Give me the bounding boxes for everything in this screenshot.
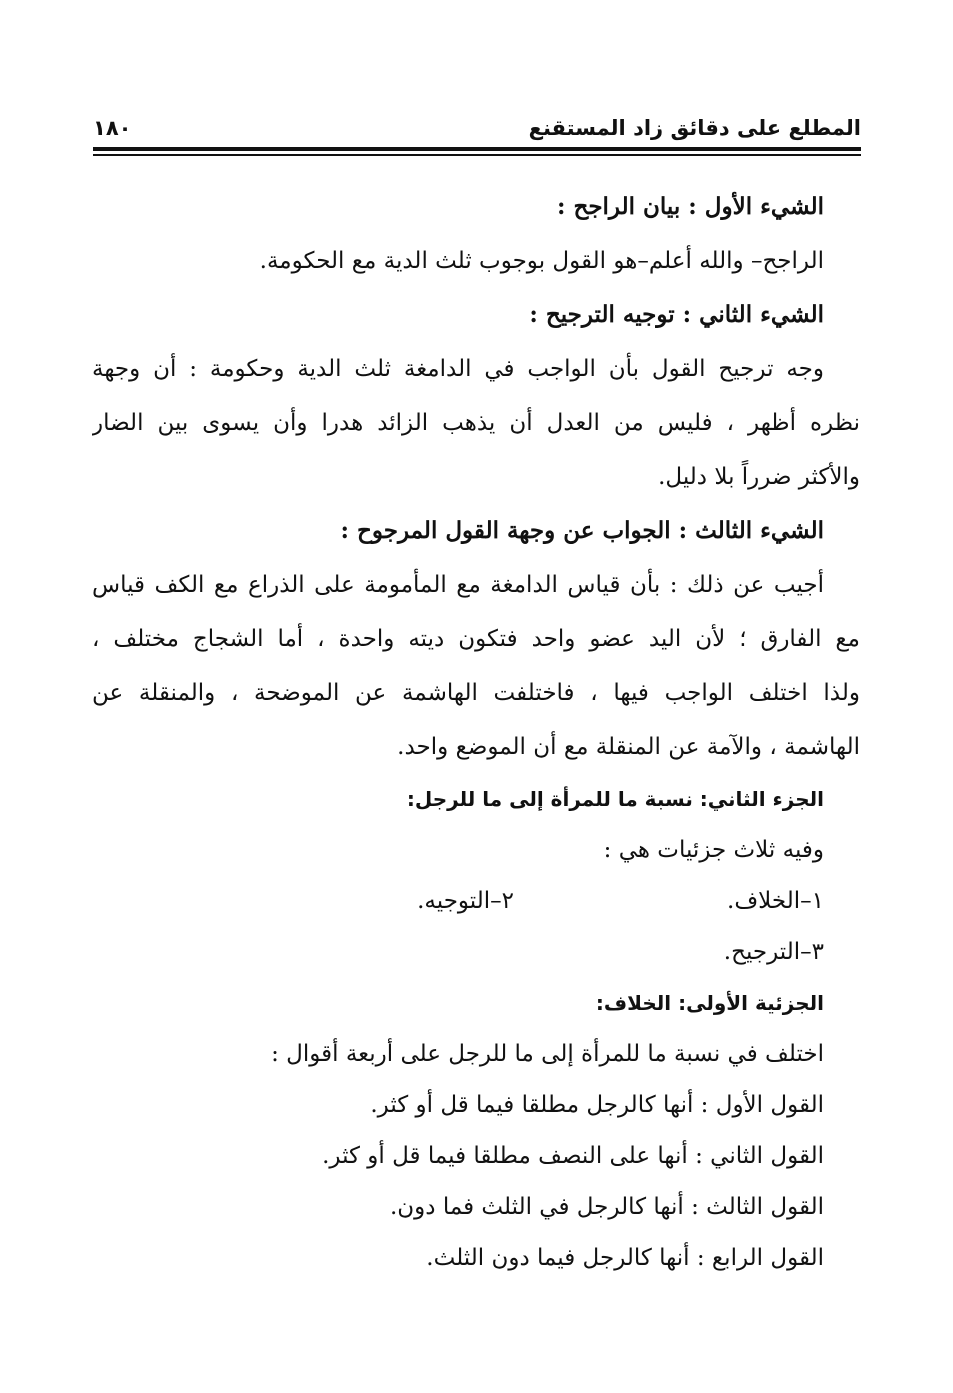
list-item-disagreement: ١–الخلاف.: [727, 888, 824, 914]
paragraph-justification-line-2: نظره أظهر ، فليس من العدل أن يذهب الزائد هدرا وأن يسوى بين الضار: [92, 410, 860, 436]
paragraph-justification-line-3: والأكثر ضرراً بلا دليل.: [658, 464, 860, 490]
heading-first-subpart: الجزئية الأولى: الخلاف:: [595, 991, 824, 1015]
paragraph-answer-line-1: أجيب عن ذلك : بأن قياس الدامغة مع المأمومة على الذراع مع الكف قياس: [92, 572, 824, 598]
paragraph-answer-line-2: مع الفارق ؛ لأن اليد عضو واحد فتكون ديته واحدة ، أما الشجاج مختلف ،: [92, 626, 860, 652]
heading-first-thing: الشيء الأول : بيان الراجح :: [556, 193, 824, 220]
running-title: المطلع على دقائق زاد المستقنع: [528, 116, 861, 140]
page-body: [92, 180, 860, 1284]
opinion-first: القول الأول : أنها كالرجل مطلقا فيما قل أو كثر.: [370, 1092, 824, 1118]
list-row-1: [92, 876, 860, 927]
heading-part-two: الجزء الثاني: نسبة ما للمرأة إلى ما للرجل:: [406, 787, 824, 811]
paragraph-answer-line-4: الهاشمة ، والآمة عن المنقلة مع أن الموضع واحد.: [397, 734, 860, 760]
paragraph-part-two-intro: وفيه ثلاث جزئيات هي :: [603, 837, 824, 863]
heading-second-thing: الشيء الثاني : توجيه الترجيح :: [529, 301, 824, 328]
opinion-second: القول الثاني : أنها على النصف مطلقا فيما قل أو كثر.: [322, 1143, 824, 1169]
page-number: ١٨٠: [93, 116, 132, 140]
opinion-third: القول الثالث : أنها كالرجل في الثلث فما دون.: [389, 1194, 824, 1220]
heading-third-thing: الشيء الثالث : الجواب عن وجهة القول المرجوح :: [340, 517, 824, 544]
paragraph-justification-line-1: وجه ترجيح القول بأن الواجب في الدامغة ثلث الدية وحكومة : أن وجهة: [92, 356, 824, 382]
page-header: [93, 110, 861, 150]
paragraph-preferred: الراجح– والله أعلم–هو القول بوجوب ثلث الدية مع الحكومة.: [259, 248, 824, 274]
list-item-orientation: ٢–التوجيه.: [417, 888, 514, 914]
header-rule-thin: [93, 154, 861, 156]
header-rule-thick: [93, 147, 861, 151]
list-item-preference: ٣–الترجيح.: [723, 939, 824, 965]
paragraph-four-opinions: اختلف في نسبة ما للمرأة إلى ما للرجل على أربعة أقوال :: [271, 1041, 824, 1067]
opinion-fourth: القول الرابع : أنها كالرجل فيما دون الثلث.: [426, 1245, 824, 1271]
paragraph-answer-line-3: ولذا اختلف الواجب فيها ، فاختلفت الهاشمة عن الموضحة ، والمنقلة عن: [92, 680, 860, 706]
